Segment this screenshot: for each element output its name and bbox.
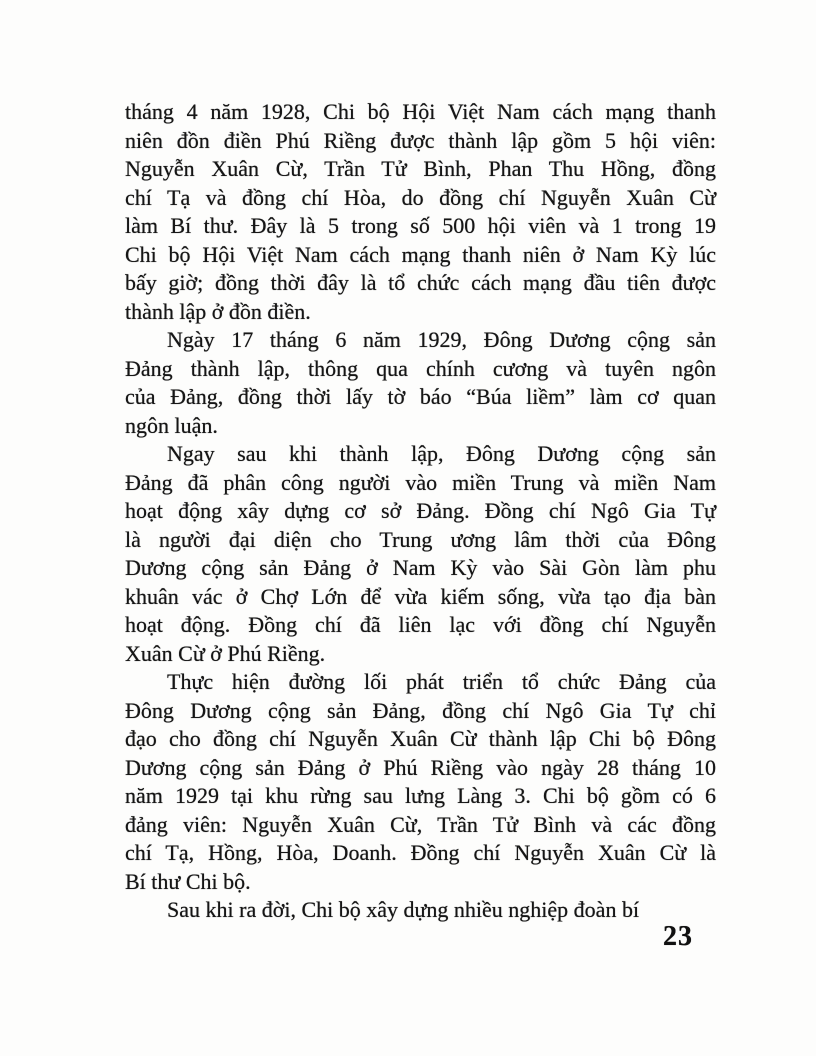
text-line: Sau khi ra đời, Chi bộ xây dựng nhiều nghiệp đoàn bí — [167, 897, 640, 922]
paragraph — [125, 896, 716, 925]
text-line: Đảng thành lập, thông qua chính cương và tuyên ngôn — [125, 355, 716, 381]
text-line: khuân vác ở Chợ Lớn để vừa kiếm sống, vừa tạo địa bàn — [125, 583, 716, 609]
text-line: đảng viên: Nguyễn Xuân Cừ, Trần Tử Bình và các đồng — [125, 811, 716, 837]
text-line: Ngày 17 tháng 6 năm 1929, Đông Dương cộng sản — [167, 327, 716, 352]
text-line: hoạt động xây dựng cơ sở Đảng. Đồng chí Ngô Gia Tự — [125, 498, 716, 523]
text-line: ngôn luận. — [125, 412, 218, 438]
body-text — [125, 98, 716, 925]
text-line: hoạt động. Đồng chí đã liên lạc với đồng chí Nguyễn — [125, 612, 716, 637]
text-line: Thực hiện đường lối phát triển tổ chức Đảng của — [167, 669, 716, 694]
text-line: là người đại diện cho Trung ương lâm thời của Đông — [125, 526, 716, 552]
text-line: Bí thư Chi bộ. — [125, 868, 251, 894]
text-line: năm 1929 tại khu rừng sau lưng Làng 3. Chi bộ gồm có 6 — [125, 783, 716, 808]
text-line: làm Bí thư. Đây là 5 trong số 500 hội viên và 1 trong 19 — [125, 213, 716, 238]
text-line: đạo cho đồng chí Nguyễn Xuân Cừ thành lập Chi bộ Đông — [125, 726, 716, 751]
text-line: niên đồn điền Phú Riềng được thành lập gồm 5 hội viên: — [125, 127, 716, 153]
text-line: Ngay sau khi thành lập, Đông Dương cộng sản — [167, 441, 716, 466]
text-line: chí Tạ và đồng chí Hòa, do đồng chí Nguyễn Xuân Cừ — [125, 184, 716, 210]
paragraph — [125, 98, 716, 326]
text-line: Chi bộ Hội Việt Nam cách mạng thanh niên ở Nam Kỳ lúc — [125, 241, 716, 267]
text-line: thành lập ở đồn điền. — [125, 298, 311, 324]
text-line: chí Tạ, Hồng, Hòa, Doanh. Đồng chí Nguyễn Xuân Cừ là — [125, 840, 716, 865]
paragraph — [125, 440, 716, 668]
text-line: tháng 4 năm 1928, Chi bộ Hội Việt Nam cách mạng thanh — [125, 99, 716, 124]
text-line: Xuân Cừ ở Phú Riềng. — [125, 640, 326, 666]
paragraph — [125, 668, 716, 896]
page-number: 23 — [663, 921, 693, 952]
text-line: của Đảng, đồng thời lấy tờ báo “Búa liềm” làm cơ quan — [125, 384, 716, 409]
text-line: Đông Dương cộng sản Đảng, đồng chí Ngô Gia Tự chỉ — [125, 697, 716, 723]
text-line: Đảng đã phân công người vào miền Trung và miền Nam — [125, 469, 716, 495]
paragraph — [125, 326, 716, 440]
text-line: Dương cộng sản Đảng ở Nam Kỳ vào Sài Gòn làm phu — [125, 555, 716, 580]
text-line: Dương cộng sản Đảng ở Phú Riềng vào ngày 28 tháng 10 — [125, 754, 716, 780]
text-line: bấy giờ; đồng thời đây là tổ chức cách mạng đầu tiên được — [125, 270, 716, 295]
text-line: Nguyễn Xuân Cừ, Trần Tử Bình, Phan Thu Hồng, đồng — [125, 156, 716, 181]
